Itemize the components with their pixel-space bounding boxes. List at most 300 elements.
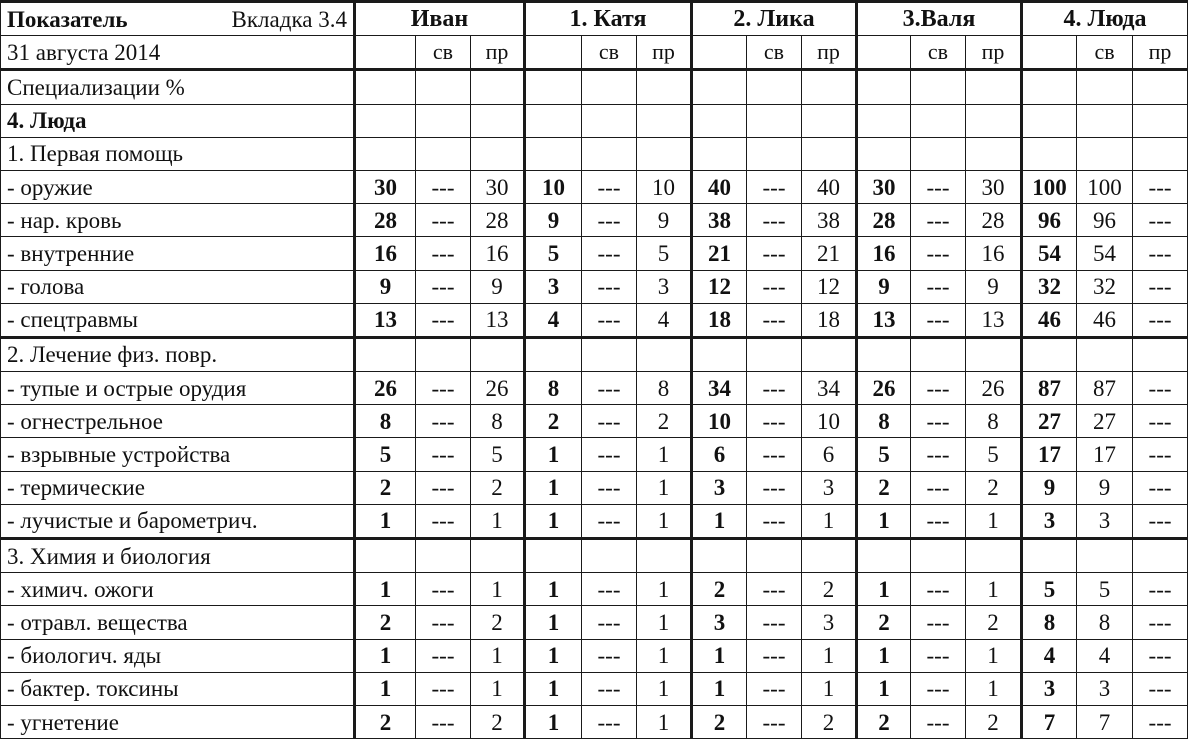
sv-cell: --- (747, 705, 802, 738)
total-cell: 12 (692, 270, 747, 303)
group-title-row-label: 2. Лечение физ. повр. (1, 337, 355, 371)
pr-cell: 1 (966, 573, 1022, 606)
table-row (1, 405, 1188, 438)
empty-cell (802, 137, 857, 170)
sv-cell: --- (416, 705, 471, 738)
empty-cell (1022, 539, 1077, 573)
total-cell: 5 (355, 438, 416, 471)
table-row (1, 170, 1188, 203)
total-cell: 9 (857, 270, 911, 303)
total-cell: 9 (355, 270, 416, 303)
row-label: - спецтравмы (1, 303, 355, 337)
empty-cell (582, 539, 637, 573)
sv-cell: --- (416, 170, 471, 203)
pr-cell: 1 (966, 639, 1022, 672)
empty-cell (637, 539, 692, 573)
pr-cell: 21 (802, 237, 857, 270)
total-cell: 32 (1022, 270, 1077, 303)
sub-header-sv: св (416, 36, 471, 70)
group-title-row (1, 337, 1188, 371)
sv-cell: --- (582, 672, 637, 705)
total-cell: 1 (857, 639, 911, 672)
pr-cell: 1 (471, 672, 525, 705)
empty-cell (966, 104, 1022, 137)
total-cell: 4 (525, 303, 582, 337)
sv-cell: --- (747, 303, 802, 337)
empty-cell (1077, 137, 1133, 170)
pr-cell: 13 (966, 303, 1022, 337)
sub-header-sv: св (911, 36, 966, 70)
sv-cell: --- (582, 405, 637, 438)
total-cell: 40 (692, 170, 747, 203)
group-title-row (1, 137, 1188, 170)
pr-cell: 16 (966, 237, 1022, 270)
row-label: - термические (1, 471, 355, 504)
empty-cell (747, 104, 802, 137)
sv-cell: --- (582, 270, 637, 303)
total-cell: 18 (692, 303, 747, 337)
sv-cell: --- (416, 372, 471, 405)
total-cell: 6 (692, 438, 747, 471)
group-title-row (1, 539, 1188, 573)
sub-header-sv: св (1077, 36, 1133, 70)
sv-cell: --- (911, 573, 966, 606)
sv-cell: --- (582, 303, 637, 337)
empty-cell (1133, 539, 1188, 573)
total-cell: 8 (1022, 606, 1077, 639)
table-row (1, 372, 1188, 405)
pr-cell: 1 (637, 504, 692, 538)
total-cell: 1 (857, 504, 911, 538)
pr-cell: 1 (637, 573, 692, 606)
empty-cell (1133, 104, 1188, 137)
person-header-katya: 1. Катя (525, 2, 692, 36)
pr-cell: 5 (471, 438, 525, 471)
empty-cell (1133, 70, 1188, 104)
sv-cell: --- (582, 204, 637, 237)
sv-cell: --- (911, 372, 966, 405)
total-cell: 1 (525, 471, 582, 504)
total-cell: 1 (692, 639, 747, 672)
sv-cell: --- (747, 639, 802, 672)
sv-cell: --- (911, 471, 966, 504)
row-label: - лучистые и барометрич. (1, 504, 355, 538)
empty-cell (637, 337, 692, 371)
sv-cell: --- (582, 372, 637, 405)
total-cell: 21 (692, 237, 747, 270)
table-row (1, 705, 1188, 738)
sv-cell: --- (416, 270, 471, 303)
table-row (1, 573, 1188, 606)
pr-cell: 6 (802, 438, 857, 471)
pr-cell: 2 (966, 705, 1022, 738)
total-cell: 26 (857, 372, 911, 405)
indicator-label: Показатель (7, 6, 128, 32)
table-row (1, 303, 1188, 337)
total-cell: 1 (692, 504, 747, 538)
sv-cell: --- (747, 606, 802, 639)
sub-header-pr: пр (637, 36, 692, 70)
table-row (1, 606, 1188, 639)
total-cell: 2 (692, 705, 747, 738)
pr-cell: 12 (802, 270, 857, 303)
pr-cell: 8 (637, 372, 692, 405)
sv-cell: 54 (1077, 237, 1133, 270)
pr-cell: 1 (637, 639, 692, 672)
date-label: 31 августа 2014 (1, 36, 355, 70)
pr-cell: 1 (966, 504, 1022, 538)
table-row (1, 672, 1188, 705)
pr-cell: 10 (802, 405, 857, 438)
sv-cell: --- (747, 372, 802, 405)
empty-cell (857, 70, 911, 104)
pr-cell: 5 (637, 237, 692, 270)
sv-cell: --- (747, 237, 802, 270)
sv-cell: --- (911, 170, 966, 203)
sv-cell: --- (911, 705, 966, 738)
total-cell: 1 (525, 573, 582, 606)
empty-cell (355, 539, 416, 573)
total-cell: 28 (355, 204, 416, 237)
sub-header-sv: св (747, 36, 802, 70)
sv-cell: 96 (1077, 204, 1133, 237)
total-cell: 3 (692, 606, 747, 639)
sv-cell: --- (747, 504, 802, 538)
empty-cell (582, 104, 637, 137)
sv-cell: --- (416, 672, 471, 705)
empty-cell (747, 539, 802, 573)
pr-cell: --- (1133, 303, 1188, 337)
sv-cell: --- (911, 504, 966, 538)
sv-cell: --- (747, 204, 802, 237)
total-cell: 1 (525, 639, 582, 672)
sv-cell: 27 (1077, 405, 1133, 438)
empty-cell (966, 539, 1022, 573)
empty-cell (692, 539, 747, 573)
empty-cell (857, 104, 911, 137)
sv-cell: 9 (1077, 471, 1133, 504)
total-cell: 3 (525, 270, 582, 303)
total-cell: 17 (1022, 438, 1077, 471)
sv-cell: --- (911, 438, 966, 471)
total-cell: 2 (857, 705, 911, 738)
pr-cell: 4 (637, 303, 692, 337)
empty-cell (747, 70, 802, 104)
pr-cell: 8 (966, 405, 1022, 438)
empty-cell (1077, 70, 1133, 104)
total-cell: 2 (355, 471, 416, 504)
row-label: - оружие (1, 170, 355, 203)
total-cell: 1 (692, 672, 747, 705)
sv-cell: --- (911, 606, 966, 639)
empty-cell (471, 104, 525, 137)
total-cell: 1 (525, 504, 582, 538)
sv-cell: --- (416, 204, 471, 237)
empty-cell (1077, 539, 1133, 573)
empty-cell (857, 337, 911, 371)
total-cell: 2 (355, 606, 416, 639)
empty-cell (911, 137, 966, 170)
sub-header-pr: пр (471, 36, 525, 70)
pr-cell: 38 (802, 204, 857, 237)
total-cell: 28 (857, 204, 911, 237)
pr-cell: 28 (471, 204, 525, 237)
total-cell: 16 (857, 237, 911, 270)
total-cell: 5 (525, 237, 582, 270)
sub-header-pr: пр (1133, 36, 1188, 70)
sv-cell: --- (911, 639, 966, 672)
pr-cell: 1 (637, 606, 692, 639)
sv-cell: --- (416, 471, 471, 504)
pr-cell: 9 (637, 204, 692, 237)
sv-cell: 8 (1077, 606, 1133, 639)
total-cell: 9 (525, 204, 582, 237)
pr-cell: 1 (471, 504, 525, 538)
pr-cell: 30 (471, 170, 525, 203)
sv-cell: --- (416, 438, 471, 471)
row-label: - угнетение (1, 705, 355, 738)
sv-cell: --- (416, 237, 471, 270)
pr-cell: 1 (637, 672, 692, 705)
person-header-valya: 3.Валя (857, 2, 1022, 36)
total-cell: 8 (525, 372, 582, 405)
empty-cell (747, 337, 802, 371)
sub-header-total (355, 36, 416, 70)
total-cell: 4 (1022, 639, 1077, 672)
sv-cell: --- (582, 639, 637, 672)
section-title-row (1, 70, 1188, 104)
empty-cell (637, 137, 692, 170)
sv-cell: --- (747, 438, 802, 471)
pr-cell: --- (1133, 438, 1188, 471)
table-body (1, 2, 1188, 739)
sv-cell: 5 (1077, 573, 1133, 606)
sv-cell: --- (747, 573, 802, 606)
total-cell: 8 (857, 405, 911, 438)
empty-cell (416, 539, 471, 573)
person-title-row (1, 104, 1188, 137)
empty-cell (471, 539, 525, 573)
sv-cell: --- (582, 573, 637, 606)
group-title-row-label: 1. Первая помощь (1, 137, 355, 170)
empty-cell (416, 70, 471, 104)
empty-cell (692, 70, 747, 104)
pr-cell: --- (1133, 573, 1188, 606)
person-header-lyuda: 4. Люда (1022, 2, 1188, 36)
total-cell: 2 (692, 573, 747, 606)
empty-cell (525, 70, 582, 104)
total-cell: 1 (525, 606, 582, 639)
sv-cell: 32 (1077, 270, 1133, 303)
empty-cell (966, 70, 1022, 104)
total-cell: 2 (857, 606, 911, 639)
sv-cell: --- (911, 405, 966, 438)
empty-cell (525, 337, 582, 371)
total-cell: 96 (1022, 204, 1077, 237)
empty-cell (416, 137, 471, 170)
empty-cell (857, 137, 911, 170)
pr-cell: --- (1133, 705, 1188, 738)
pr-cell: 1 (471, 639, 525, 672)
person-header-lika: 2. Лика (692, 2, 857, 36)
empty-cell (802, 337, 857, 371)
empty-cell (1022, 70, 1077, 104)
total-cell: 1 (355, 672, 416, 705)
empty-cell (1022, 337, 1077, 371)
empty-cell (966, 137, 1022, 170)
row-label: - голова (1, 270, 355, 303)
pr-cell: 3 (637, 270, 692, 303)
pr-cell: 2 (471, 471, 525, 504)
row-label: - тупые и острые орудия (1, 372, 355, 405)
section-title-row-label: Специализации % (1, 70, 355, 104)
empty-cell (582, 70, 637, 104)
row-label: - биологич. яды (1, 639, 355, 672)
total-cell: 10 (525, 170, 582, 203)
empty-cell (637, 104, 692, 137)
sv-cell: --- (416, 303, 471, 337)
table-row (1, 471, 1188, 504)
sv-cell: --- (582, 504, 637, 538)
empty-cell (582, 337, 637, 371)
sv-cell: --- (747, 672, 802, 705)
total-cell: 1 (525, 672, 582, 705)
row-label: - внутренние (1, 237, 355, 270)
total-cell: 54 (1022, 237, 1077, 270)
empty-cell (471, 337, 525, 371)
row-label: - химич. ожоги (1, 573, 355, 606)
total-cell: 1 (525, 438, 582, 471)
total-cell: 5 (1022, 573, 1077, 606)
pr-cell: 1 (471, 573, 525, 606)
empty-cell (692, 337, 747, 371)
tab-label: Вкладка 3.4 (231, 6, 347, 32)
total-cell: 10 (692, 405, 747, 438)
empty-cell (637, 70, 692, 104)
total-cell: 3 (1022, 504, 1077, 538)
pr-cell: 26 (471, 372, 525, 405)
pr-cell: 1 (966, 672, 1022, 705)
pr-cell: 9 (471, 270, 525, 303)
row-label: - огнестрельное (1, 405, 355, 438)
total-cell: 3 (1022, 672, 1077, 705)
empty-cell (911, 70, 966, 104)
total-cell: 2 (525, 405, 582, 438)
pr-cell: 16 (471, 237, 525, 270)
total-cell: 16 (355, 237, 416, 270)
empty-cell (911, 337, 966, 371)
empty-cell (966, 337, 1022, 371)
empty-cell (416, 104, 471, 137)
pr-cell: 1 (637, 438, 692, 471)
pr-cell: 5 (966, 438, 1022, 471)
sv-cell: 3 (1077, 672, 1133, 705)
empty-cell (355, 70, 416, 104)
table-row (1, 237, 1188, 270)
sv-cell: --- (582, 170, 637, 203)
total-cell: 46 (1022, 303, 1077, 337)
header-row-sub (1, 36, 1188, 70)
pr-cell: 2 (966, 606, 1022, 639)
empty-cell (471, 70, 525, 104)
total-cell: 100 (1022, 170, 1077, 203)
pr-cell: 3 (802, 471, 857, 504)
pr-cell: --- (1133, 606, 1188, 639)
total-cell: 34 (692, 372, 747, 405)
empty-cell (911, 104, 966, 137)
pr-cell: --- (1133, 270, 1188, 303)
pr-cell: 34 (802, 372, 857, 405)
pr-cell: --- (1133, 405, 1188, 438)
total-cell: 8 (355, 405, 416, 438)
table-row (1, 438, 1188, 471)
total-cell: 1 (355, 639, 416, 672)
pr-cell: 2 (802, 573, 857, 606)
total-cell: 27 (1022, 405, 1077, 438)
total-cell: 1 (525, 705, 582, 738)
total-cell: 87 (1022, 372, 1077, 405)
row-label: - отравл. вещества (1, 606, 355, 639)
sv-cell: --- (747, 471, 802, 504)
row-label: - бактер. токсины (1, 672, 355, 705)
empty-cell (1022, 137, 1077, 170)
sv-cell: 100 (1077, 170, 1133, 203)
sv-cell: --- (416, 606, 471, 639)
sv-cell: --- (416, 639, 471, 672)
empty-cell (747, 137, 802, 170)
empty-cell (802, 539, 857, 573)
empty-cell (692, 104, 747, 137)
pr-cell: --- (1133, 504, 1188, 538)
sv-cell: --- (911, 672, 966, 705)
pr-cell: --- (1133, 237, 1188, 270)
sv-cell: --- (582, 606, 637, 639)
sub-header-pr: пр (802, 36, 857, 70)
empty-cell (525, 539, 582, 573)
empty-cell (1133, 137, 1188, 170)
empty-cell (416, 337, 471, 371)
pr-cell: --- (1133, 639, 1188, 672)
pr-cell: 13 (471, 303, 525, 337)
sv-cell: --- (911, 270, 966, 303)
sub-header-sv: св (582, 36, 637, 70)
empty-cell (355, 104, 416, 137)
pr-cell: 1 (802, 672, 857, 705)
sv-cell: --- (416, 573, 471, 606)
sv-cell: --- (747, 170, 802, 203)
pr-cell: 2 (471, 705, 525, 738)
pr-cell: --- (1133, 672, 1188, 705)
pr-cell: 8 (471, 405, 525, 438)
total-cell: 30 (857, 170, 911, 203)
total-cell: 9 (1022, 471, 1077, 504)
empty-cell (525, 137, 582, 170)
sv-cell: --- (911, 204, 966, 237)
pr-cell: --- (1133, 372, 1188, 405)
sv-cell: --- (416, 504, 471, 538)
sv-cell: --- (582, 438, 637, 471)
total-cell: 2 (355, 705, 416, 738)
sv-cell: 87 (1077, 372, 1133, 405)
pr-cell: 1 (802, 504, 857, 538)
pr-cell: 2 (802, 705, 857, 738)
table-row (1, 204, 1188, 237)
pr-cell: 2 (471, 606, 525, 639)
sv-cell: --- (582, 237, 637, 270)
sv-cell: --- (582, 471, 637, 504)
table-row (1, 270, 1188, 303)
pr-cell: 30 (966, 170, 1022, 203)
